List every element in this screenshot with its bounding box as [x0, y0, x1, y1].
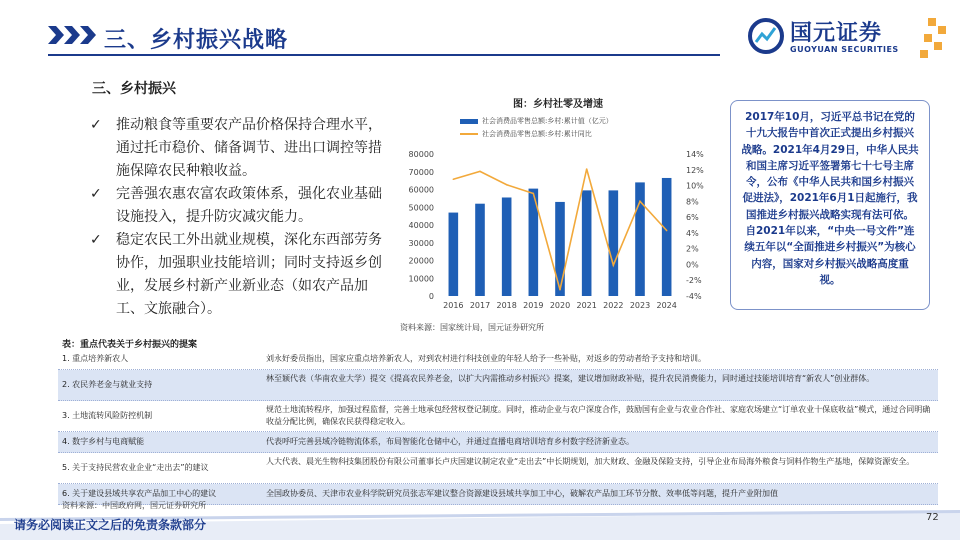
- bar: [449, 213, 459, 296]
- table-cell-content: 林至颖代表（华南农业大学）提交《提高农民养老金，以扩大内需推动乡村振兴》提案，建议增加财政补贴，提升农民消费能力，同时通过技能培训培育“新农人”创业群体。: [266, 374, 875, 383]
- chart-title: 图：乡村社零及增速: [513, 99, 603, 110]
- y-right-tick-label: 4%: [686, 228, 699, 238]
- proposal-table: [58, 349, 938, 505]
- bullet-list: [90, 114, 390, 321]
- x-tick-label: 2017: [469, 301, 491, 310]
- x-tick-label: 2024: [656, 301, 677, 310]
- table-cell-content: 代表呼吁完善县域冷链物流体系，布局智能化仓储中心，并通过直播电商培训培育乡村数字经济新业态。: [266, 437, 634, 446]
- y-left-tick-label: 50000: [408, 203, 434, 213]
- y-right-tick-label: 8%: [686, 197, 699, 207]
- bullet-text: 完善强农惠农富农政策体系，强化农业基础设施投入，提升防灾减灾能力。: [116, 186, 382, 225]
- y-left-tick-label: 20000: [408, 256, 434, 266]
- legend-item-line: 社会消费品零售总额:乡村:累计同比: [460, 128, 613, 141]
- y-right-tick-label: 6%: [686, 213, 699, 223]
- check-icon: ✓: [90, 186, 102, 202]
- y-left-tick-label: 10000: [408, 274, 434, 284]
- y-right-tick-label: 14%: [686, 150, 704, 159]
- rural-retail-chart: [400, 140, 720, 318]
- x-tick-label: 2016: [443, 301, 464, 310]
- growth-point: [479, 171, 481, 173]
- table-row: [58, 432, 938, 453]
- y-right-tick-label: 0%: [686, 260, 699, 270]
- bullet-item: [90, 183, 390, 229]
- x-tick-label: 2022: [603, 301, 624, 310]
- y-left-tick-label: 60000: [408, 185, 434, 195]
- chart-legend: [460, 115, 613, 141]
- x-tick-label: 2018: [496, 301, 517, 310]
- bullet-item: [90, 229, 390, 321]
- growth-point: [453, 178, 455, 180]
- table-cell-content: 刘永好委员指出，国家应重点培养新农人，对到农村进行科技创业的年轻人给予一些补贴，对返乡的劳动者给予支持和培训。: [266, 354, 706, 363]
- growth-point: [613, 264, 615, 266]
- bar: [662, 178, 672, 296]
- check-icon: ✓: [90, 117, 102, 133]
- brand-logo: [748, 16, 948, 60]
- bar: [475, 204, 485, 296]
- x-tick-label: 2021: [576, 301, 597, 310]
- bullet-text: 推动粮食等重要农产品价格保持合理水平，通过托市稳价、储备调节、进出口调控等措施保障农民种粮收益。: [116, 117, 382, 179]
- bar: [555, 202, 565, 296]
- y-left-tick-label: 80000: [408, 150, 434, 159]
- table-cell-topic: 1. 重点培养新农人: [62, 354, 129, 363]
- callout-box: 2017年10月，习近平总书记在党的十九大报告中首次正式提出乡村振兴战略。2021年4月29日，中华人民共和国主席习近平签署第七十七号主席令，公布《中华人民共和国乡村振兴促进法》，2021年6月1日起施行，我国推进乡村振兴战略实现有法可依。自2021年以来，“中央一号文件”连续五年以“全面推进乡村振兴”为核心内容，国家对乡村振兴战略高度重视。: [730, 100, 930, 310]
- growth-point: [666, 230, 668, 232]
- bar: [609, 190, 619, 296]
- table-row: [58, 401, 938, 432]
- table-cell-topic: 3. 土地流转风险防控机制: [62, 411, 153, 420]
- bullet-text: 稳定农民工外出就业规模，深化东西部劳务协作，加强职业技能培训；同时支持返乡创业，发展乡村新产业新业态（如农产品加工、文旅融合）。: [116, 232, 382, 317]
- table-title: 表：重点代表关于乡村振兴的提案: [62, 340, 198, 350]
- y-left-tick-label: 70000: [408, 167, 434, 177]
- y-right-tick-label: 2%: [686, 244, 699, 254]
- growth-point: [533, 193, 535, 195]
- chart-source: 资料来源：国家统计局，国元证券研究所: [400, 323, 544, 332]
- bar: [635, 182, 645, 296]
- growth-point: [506, 184, 508, 186]
- y-left-tick-label: 40000: [408, 221, 434, 230]
- table-row: [58, 453, 938, 484]
- table-row: [58, 370, 938, 401]
- x-tick-label: 2019: [523, 301, 544, 310]
- bar: [502, 197, 512, 296]
- x-tick-label: 2023: [629, 301, 651, 310]
- logo-mark-icon: [748, 18, 784, 54]
- header-divider: [48, 54, 720, 56]
- logo-name-en: GUOYUAN SECURITIES: [790, 45, 899, 54]
- check-icon: ✓: [90, 232, 102, 248]
- x-tick-label: 2020: [549, 301, 571, 310]
- page-number: 72: [926, 512, 939, 523]
- y-right-tick-label: 12%: [686, 165, 704, 175]
- y-left-tick-label: 0: [428, 292, 434, 301]
- growth-point: [586, 168, 588, 170]
- table-cell-content: 人大代表、晨光生物科技集团股份有限公司董事长卢庆国建议制定农业“走出去”中长期规划，加大财政、金融及保险支持，引导企业布局海外粮食与饲料作物生产基地，保障资源安全。: [266, 457, 915, 466]
- table-cell-content: 全国政协委员、天津市农业科学院研究员张志军建议整合资源建设县域共享加工中心，破解农产品加工环节分散、效率低等问题，提升产业附加值: [266, 489, 778, 498]
- table-cell-topic: 5. 关于支持民营农业企业“走出去”的建议: [62, 463, 209, 472]
- logo-squares-icon: [920, 18, 946, 58]
- table-cell-topic: 2. 农民养老金与就业支持: [62, 380, 153, 389]
- y-right-tick-label: -4%: [686, 292, 702, 301]
- legend-item-bar: 社会消费品零售总额:乡村:累计值（亿元）: [460, 115, 613, 128]
- table-row: [58, 349, 938, 370]
- y-left-tick-label: 30000: [408, 238, 434, 248]
- logo-name-cn: 国元证券: [790, 21, 883, 46]
- page-title: 三、乡村振兴战略: [104, 28, 289, 53]
- table-cell-topic: 6. 关于建设县域共享农产品加工中心的建议: [62, 489, 217, 498]
- disclaimer-text: 请务必阅读正文之后的免责条款部分: [14, 518, 207, 532]
- y-right-tick-label: 10%: [686, 181, 704, 191]
- section-title: 三、乡村振兴: [92, 81, 176, 97]
- table-cell-topic: 4. 数字乡村与电商赋能: [62, 437, 145, 446]
- table-source: 资料来源：中国政府网，国元证券研究所: [62, 501, 206, 510]
- y-right-tick-label: -2%: [686, 276, 702, 286]
- bar: [582, 190, 592, 296]
- chevron-arrows-icon: [48, 24, 98, 46]
- growth-point: [639, 201, 641, 203]
- table-cell-content: 规范土地流转程序，加强过程监督，完善土地承包经营权登记制度。同时，推动企业与农户深度合作，鼓励国有企业与农业合作社、家庭农场建立“订单农业十保底收益”模式，通过合同明确收益分配比例，确保农民获得稳定收入。: [266, 405, 931, 426]
- growth-point: [559, 289, 561, 291]
- bullet-item: [90, 114, 390, 183]
